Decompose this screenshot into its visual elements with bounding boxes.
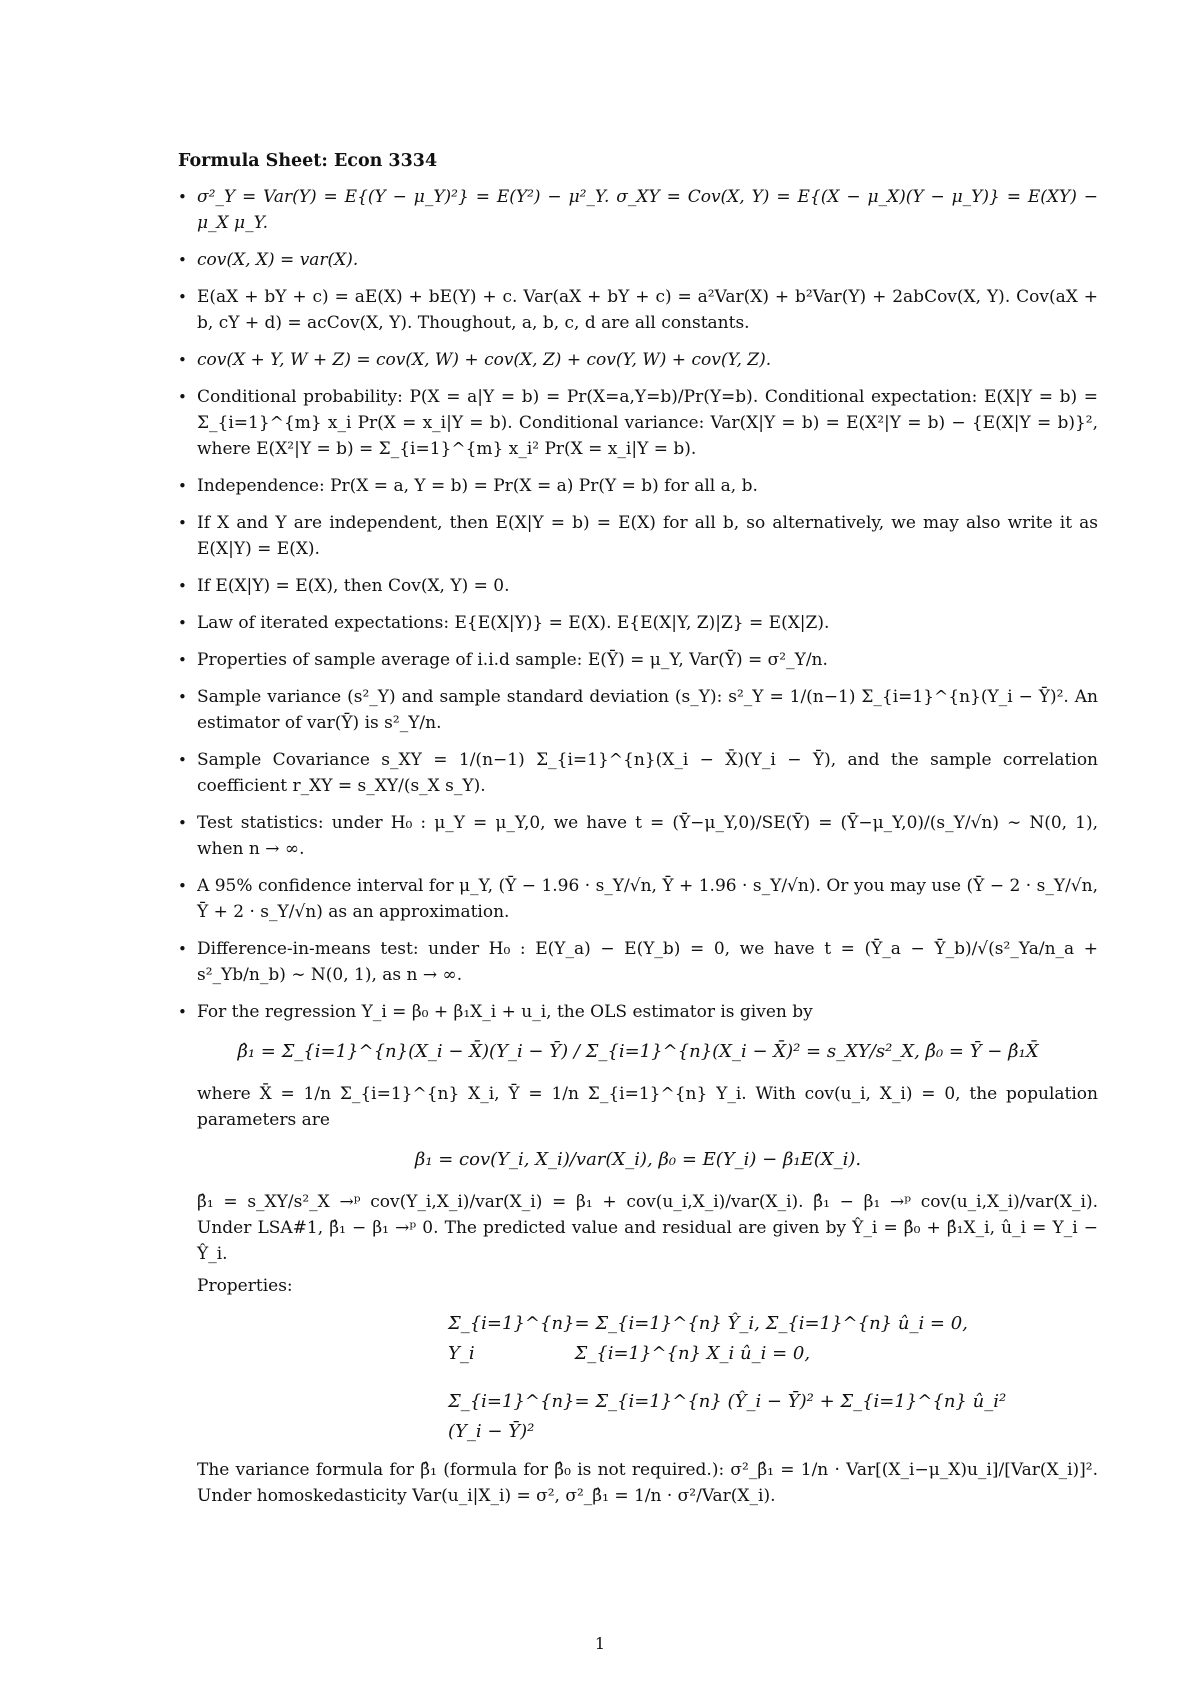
formula-text: cov(X + Y, W + Z) = cov(X, W) + cov(X, Z) + cov(Y, W) + cov(Y, Z). [197,350,772,370]
formula-text: Independence: Pr(X = a, Y = b) = Pr(X = a) Pr(Y = b) for all a, b. [197,476,758,496]
list-item [178,284,1098,336]
where-paragraph: where X̄ = 1/n Σ_{i=1}^{n} X_i, Ȳ = 1/n Σ_{i=1}^{n} Y_i. With cov(u_i, X_i) = 0, the population parameters are [197,1084,1098,1130]
list-item [178,573,1098,599]
list-item [178,999,1098,1025]
list-item [178,684,1098,736]
consistency-paragraph: β̂₁ = s_XY/s²_X →ᵖ cov(Y_i,X_i)/var(X_i) = β₁ + cov(u_i,X_i)/var(X_i). β̂₁ − β₁ →ᵖ cov(u_i,X_i)/var(X_i). Under LSA#1, β̂₁ − β₁ →ᵖ 0. The predicted value and residual are given by Ŷ_i = β̂₀ + β̂₁X_i, û_i = Y_i − Ŷ_i. [197,1192,1098,1264]
formula-text: Sample Covariance s_XY = 1/(n−1) Σ_{i=1}^{n}(X_i − X̄)(Y_i − Ȳ), and the sample correlation coefficient r_XY = s_XY/(s_X s_Y). [197,750,1098,796]
formula-list [178,184,1098,1025]
ols-estimator-equation: β̂₁ = Σ_{i=1}^{n}(X_i − X̄)(Y_i − Ȳ) / Σ_{i=1}^{n}(X_i − X̄)² = s_XY/s²_X, β̂₀ = Ȳ − β̂₁X̄ [237,1041,1039,1062]
formula-text: Sample variance (s²_Y) and sample standard deviation (s_Y): s²_Y = 1/(n−1) Σ_{i=1}^{n}(Y_i − Ȳ)². An estimator of var(Ȳ) is s²_Y/n. [197,687,1098,733]
formula-text: σ²_Y = Var(Y) = E{(Y − μ_Y)²} = E(Y²) − μ²_Y. σ_XY = Cov(X, Y) = E{(X − μ_X)(Y − μ_Y)} = E(XY) − μ_X μ_Y. [197,187,1098,233]
list-item [178,936,1098,988]
list-item [178,473,1098,499]
list-item [178,647,1098,673]
formula-text: A 95% confidence interval for μ_Y, (Ȳ − 1.96 · s_Y/√n, Ȳ + 1.96 · s_Y/√n). Or you may use (Ȳ − 2 · s_Y/√n, Ȳ + 2 · s_Y/√n) as an approximation. [197,876,1098,922]
list-item [178,247,1098,273]
formula-text: For the regression Y_i = β₀ + β₁X_i + u_i, the OLS estimator is given by [197,1002,813,1022]
formula-text: Law of iterated expectations: E{E(X|Y)} = E(X). E{E(X|Y, Z)|Z} = E(X|Z). [197,613,830,633]
variance-paragraph: The variance formula for β̂₁ (formula for β̂₀ is not required.): σ²_β̂₁ = 1/n · Var[(X_i−μ_X)u_i]/[Var(X_i)]². Under homoskedasticity Var(u_i|X_i) = σ², σ²_β̂₁ = 1/n · σ²/Var(X_i). [197,1460,1098,1506]
properties-label: Properties: [197,1276,293,1296]
formula-text: cov(X, X) = var(X). [197,250,359,270]
page-title: Formula Sheet: Econ 3334 [178,151,438,171]
formula-text: Properties of sample average of i.i.d sample: E(Ȳ) = μ_Y, Var(Ȳ) = σ²_Y/n. [197,650,828,670]
formula-text: Test statistics: under H₀ : μ_Y = μ_Y,0, we have t = (Ȳ−μ_Y,0)/SE(Ȳ) = (Ȳ−μ_Y,0)/(s_Y/√n) ∼ N(0, 1), when n → ∞. [197,813,1098,859]
population-parameters-equation: β₁ = cov(Y_i, X_i)/var(X_i), β₀ = E(Y_i) − β₁E(X_i). [414,1149,862,1170]
list-item [178,184,1098,236]
property-rhs: = Σ_{i=1}^{n} (Ŷ_i − Ȳ)² + Σ_{i=1}^{n} û_i² [574,1391,1007,1412]
list-item [178,873,1098,925]
list-item [178,810,1098,862]
list-item [178,510,1098,562]
list-item [178,347,1098,373]
formula-text: If X and Y are independent, then E(X|Y = b) = E(X) for all b, so alternatively, we may also write it as E(X|Y) = E(X). [197,513,1098,559]
formula-sheet [178,148,1098,1513]
property-rhs: = Σ_{i=1}^{n} Ŷ_i, Σ_{i=1}^{n} û_i = 0, Σ_{i=1}^{n} X_i û_i = 0, [574,1313,968,1364]
properties-equations [178,1309,1098,1447]
formula-text: Difference-in-means test: under H₀ : E(Y_a) − E(Y_b) = 0, we have t = (Ȳ_a − Ȳ_b)/√(s²_Ya/n_a + s²_Yb/n_b) ∼ N(0, 1), as n → ∞. [197,939,1098,985]
formula-text: Conditional probability: P(X = a|Y = b) = Pr(X=a,Y=b)/Pr(Y=b). Conditional expectation: E(X|Y = b) = Σ_{i=1}^{m} x_i Pr(X = x_i|Y = b). Conditional variance: Var(X|Y = b) = E(X²|Y = b) − {E(X|Y = b)}², where E(X²|Y = b) = Σ_{i=1}^{m} x_i² Pr(X = x_i|Y = b). [197,387,1098,459]
list-item [178,384,1098,462]
property-lhs: Σ_{i=1}^{n} (Y_i − Ȳ)² [448,1391,575,1442]
list-item [178,747,1098,799]
formula-text: E(aX + bY + c) = aE(X) + bE(Y) + c. Var(aX + bY + c) = a²Var(X) + b²Var(Y) + 2abCov(X, Y). Cov(aX + b, cY + d) = acCov(X, Y). Thoughout, a, b, c, d are all constants. [197,287,1098,333]
property-lhs: Σ_{i=1}^{n} Y_i [448,1313,575,1364]
list-item [178,610,1098,636]
formula-text: If E(X|Y) = E(X), then Cov(X, Y) = 0. [197,576,510,596]
page-number: 1 [594,1634,606,1653]
